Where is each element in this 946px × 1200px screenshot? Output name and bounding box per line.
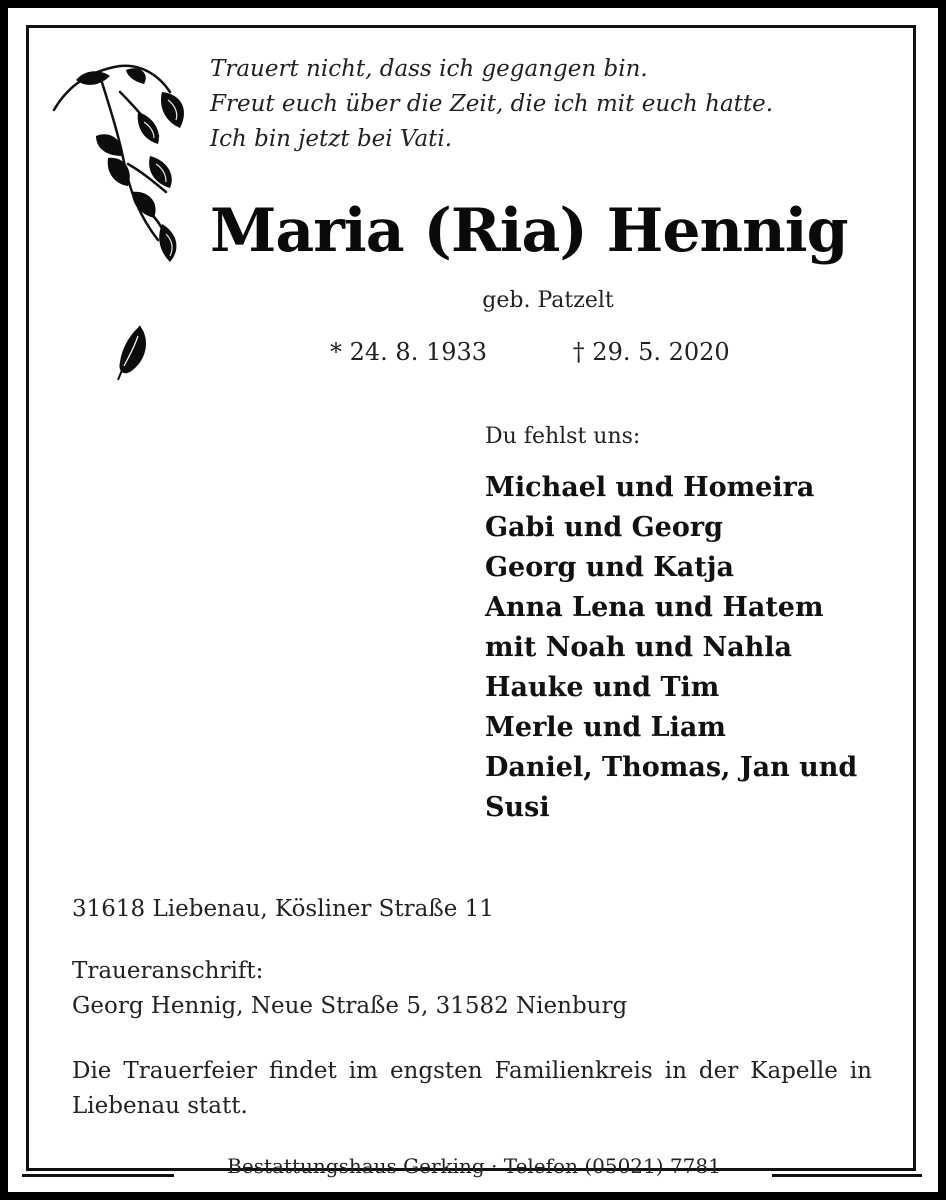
mourners-heading: Du fehlst uns: [485,424,641,449]
poem [210,52,773,157]
poem-line-1: Trauert nicht, dass ich gegangen bin. [210,56,648,82]
mourner-line: Anna Lena und Hatem [485,592,824,623]
mourning-address-label: Traueranschrift: [72,958,264,984]
mourner-line: Merle und Liam [485,712,726,743]
mourners-list [485,468,857,828]
home-address: 31618 Liebenau, Kösliner Straße 11 [72,896,494,922]
mourner-line: Hauke und Tim [485,672,720,703]
mourning-address-value: Georg Hennig, Neue Straße 5, 31582 Nienburg [72,993,628,1019]
birth-date: * 24. 8. 1933 [330,338,488,366]
ceremony-notice: Die Trauerfeier findet im engsten Familienkreis in der Kapelle in Liebenau statt. [72,1058,872,1119]
footer-rule-right [772,1174,922,1177]
mourner-line: Georg und Katja [485,552,734,583]
death-date: † 29. 5. 2020 [572,338,730,366]
mourner-line: Gabi und Georg [485,512,723,543]
funeral-home-footer: Bestattungshaus Gerking · Telefon (05021) 7781 [227,1154,721,1178]
mourning-address [72,954,627,1024]
deceased-name: Maria (Ria) Hennig [210,196,848,266]
poem-line-3: Ich bin jetzt bei Vati. [210,126,453,152]
footer-rule-left [22,1174,174,1177]
mourner-line: Michael und Homeira [485,472,815,503]
born-name-row [0,288,946,313]
mourner-line: Susi [485,792,550,823]
falling-leaf-icon [110,320,154,384]
mourner-line: mit Noah und Nahla [485,632,793,663]
mourner-line: Daniel, Thomas, Jan und [485,752,858,783]
poem-line-2: Freut euch über die Zeit, die ich mit euch hatte. [210,91,774,117]
leaf-branch-icon [40,52,200,272]
born-name: geb. Patzelt [482,288,614,313]
life-dates [330,338,730,366]
